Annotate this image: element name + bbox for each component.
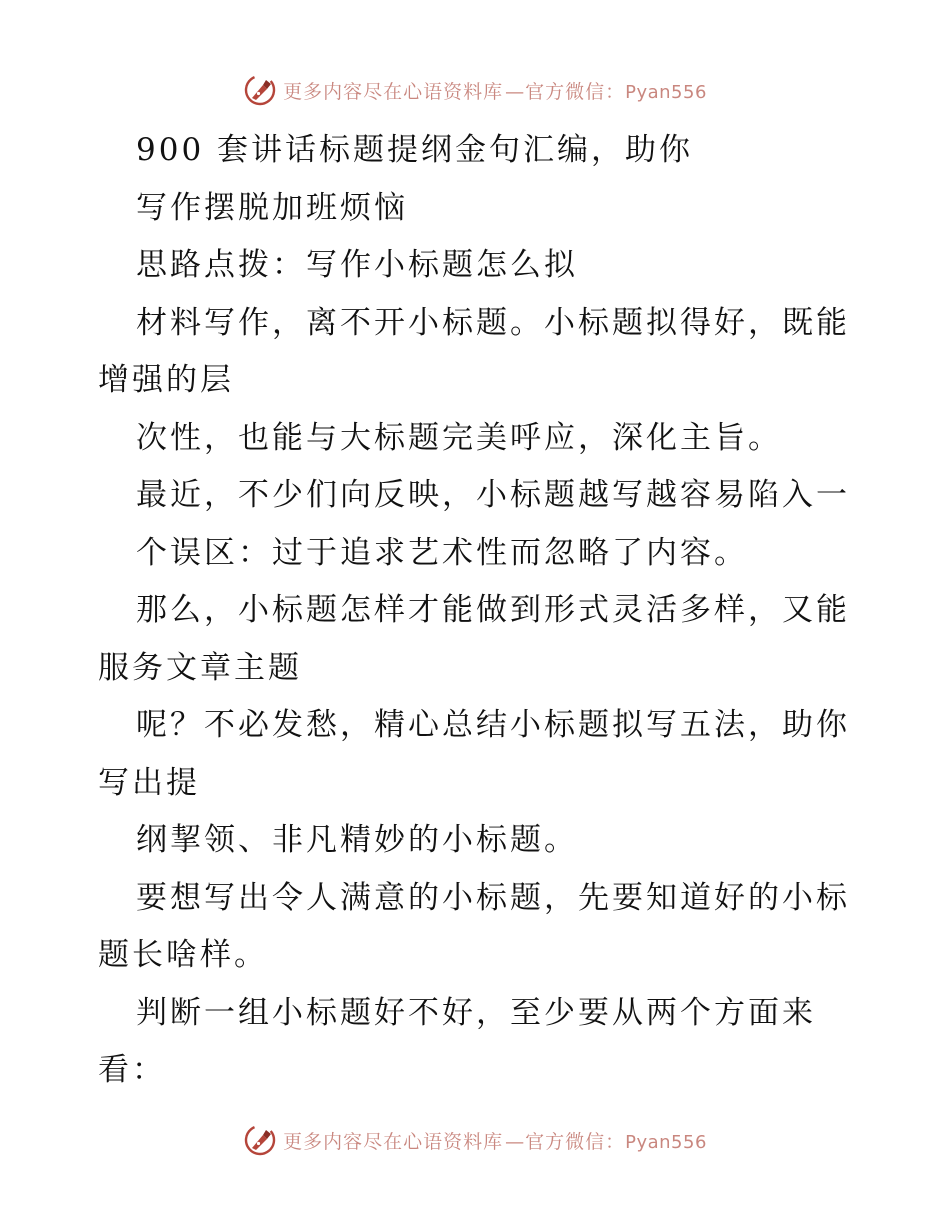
watermark-wechat-id: Pyan556 xyxy=(625,1131,707,1153)
pen-nib-circle-icon xyxy=(243,73,277,107)
paragraph: 次性，也能与大标题完美呼应，深化主旨。 xyxy=(136,419,782,456)
watermark-wechat-id: Pyan556 xyxy=(625,81,707,103)
paragraph: 要想写出令人满意的小标题，先要知道好的小标题长啥样。 xyxy=(98,879,850,973)
pen-nib-circle-icon xyxy=(243,1123,277,1157)
paragraph: 纲挈领、非凡精妙的小标题。 xyxy=(136,822,578,858)
paragraph: 写作摆脱加班烦恼 xyxy=(136,189,408,226)
paragraph: 呢？不必发愁，精心总结小标题拟写五法，助你写出提 xyxy=(98,707,850,801)
watermark-text: 更多内容尽在心语资料库 xyxy=(283,1130,504,1153)
watermark-separator: —官方微信： xyxy=(505,1130,626,1153)
watermark-separator: —官方微信： xyxy=(505,80,626,103)
paragraph: 900 套讲话标题提纲金句汇编，助你 xyxy=(136,132,694,168)
header-watermark xyxy=(0,68,950,112)
paragraph: 那么，小标题怎样才能做到形式灵活多样，又能服务文章主题 xyxy=(98,592,850,686)
paragraph: 判断一组小标题好不好，至少要从两个方面来看： xyxy=(98,994,816,1088)
document-body xyxy=(98,122,858,1100)
paragraph: 材料写作，离不开小标题。小标题拟得好，既能增强的层 xyxy=(98,304,850,398)
watermark-text: 更多内容尽在心语资料库 xyxy=(283,80,504,103)
footer-watermark xyxy=(0,1118,950,1162)
paragraph: 最近，不少们向反映，小标题越写越容易陷入一 xyxy=(136,477,850,513)
paragraph: 思路点拨：写作小标题怎么拟 xyxy=(136,247,578,283)
paragraph: 个误区：过于追求艺术性而忽略了内容。 xyxy=(136,534,748,571)
